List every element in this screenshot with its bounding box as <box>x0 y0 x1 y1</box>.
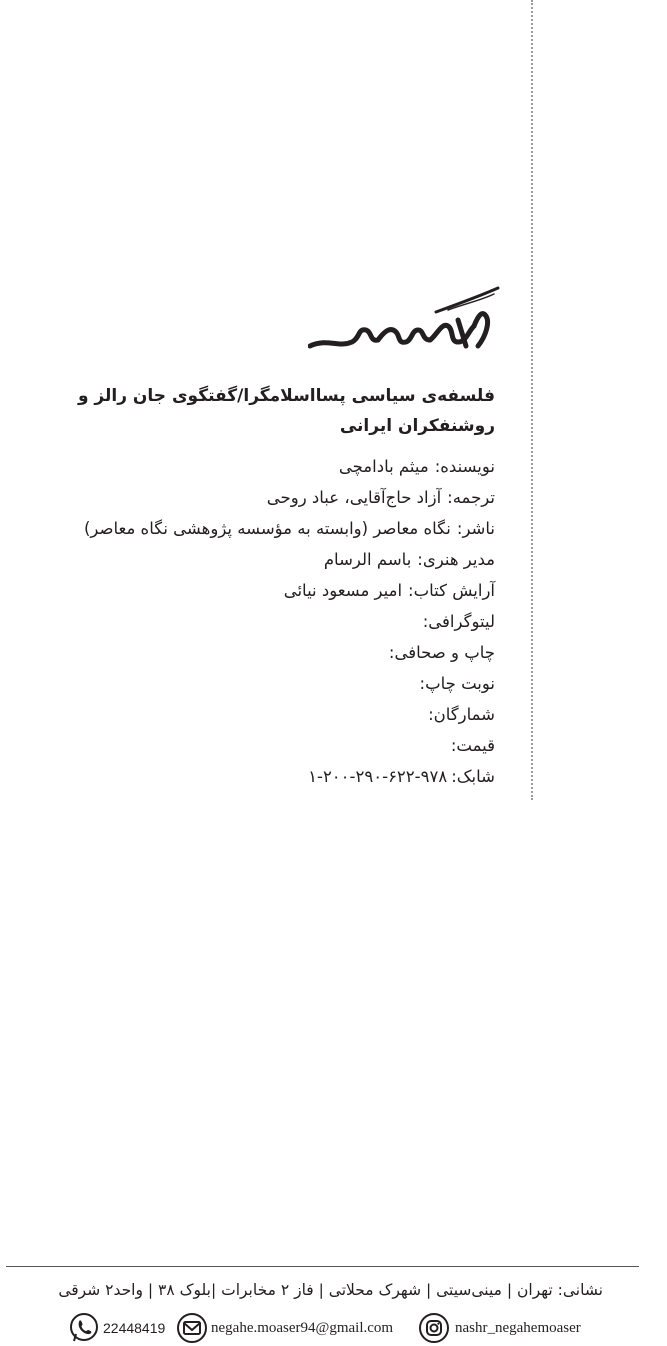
instagram-icon <box>418 1312 450 1344</box>
credit-label: نویسنده: <box>434 457 495 476</box>
phone-number: 22448419 <box>103 1320 166 1336</box>
credit-art-director <box>5 544 495 575</box>
phone-contact[interactable] <box>68 1310 165 1346</box>
credit-printing <box>5 637 495 668</box>
credit-label: قیمت: <box>450 736 495 755</box>
mail-icon <box>176 1312 208 1344</box>
publisher-address: نشانی: تهران | مینی‌سیتی | شهرک محلاتی | فاز ۲ مخابرات |بلوک ۳۸ | واحد۲ شرقی <box>58 1281 603 1299</box>
credit-label: چاپ و صحافی: <box>388 643 495 662</box>
credit-label: لیتوگرافی: <box>422 612 495 631</box>
credit-edition <box>5 668 495 699</box>
credit-layout <box>5 575 495 606</box>
credit-label: ترجمه: <box>447 488 495 507</box>
credit-value: امیر مسعود نیائی <box>283 581 403 600</box>
contact-row <box>68 1310 608 1346</box>
email-contact[interactable] <box>176 1310 393 1346</box>
book-title: فلسفه‌ی سیاسی پسااسلامگرا/گفتگوی جان رالز و روشنفکران ایرانی <box>77 386 495 436</box>
credit-translator <box>5 482 495 513</box>
credit-lithography <box>5 606 495 637</box>
email-address: negahe.moaser94@gmail.com <box>211 1319 394 1336</box>
credits-list <box>5 451 495 792</box>
instagram-contact[interactable] <box>418 1310 581 1346</box>
publisher-logo <box>308 286 500 358</box>
credit-author <box>5 451 495 482</box>
credit-label: ناشر: <box>456 519 495 538</box>
credit-isbn <box>5 761 495 792</box>
credit-publisher <box>5 513 495 544</box>
credit-label: مدیر هنری: <box>417 550 495 569</box>
instagram-handle: nashr_negahemoaser <box>455 1319 581 1336</box>
whatsapp-phone-icon <box>68 1312 100 1344</box>
isbn-label: شابک: <box>451 767 495 786</box>
credit-price <box>5 730 495 761</box>
credit-value: نگاه معاصر (وابسته به مؤسسه پژوهشی نگاه معاصر) <box>83 519 451 538</box>
credit-label: نوبت چاپ: <box>419 674 495 693</box>
credit-label: شمارگان: <box>428 705 495 724</box>
credit-value: میثم بادامچی <box>338 457 429 476</box>
credit-label: آرایش کتاب: <box>408 581 495 600</box>
footer-divider <box>6 1266 639 1267</box>
credit-value: آزاد حاج‌آقایی، عباد روحی <box>266 488 442 507</box>
credit-value: باسم الرسام <box>323 550 412 569</box>
fold-guide-line <box>531 0 533 800</box>
isbn-value: ۹۷۸-۶۲۲-۲۹۰-۲۰۰-۱ <box>308 767 448 786</box>
credit-circulation <box>5 699 495 730</box>
